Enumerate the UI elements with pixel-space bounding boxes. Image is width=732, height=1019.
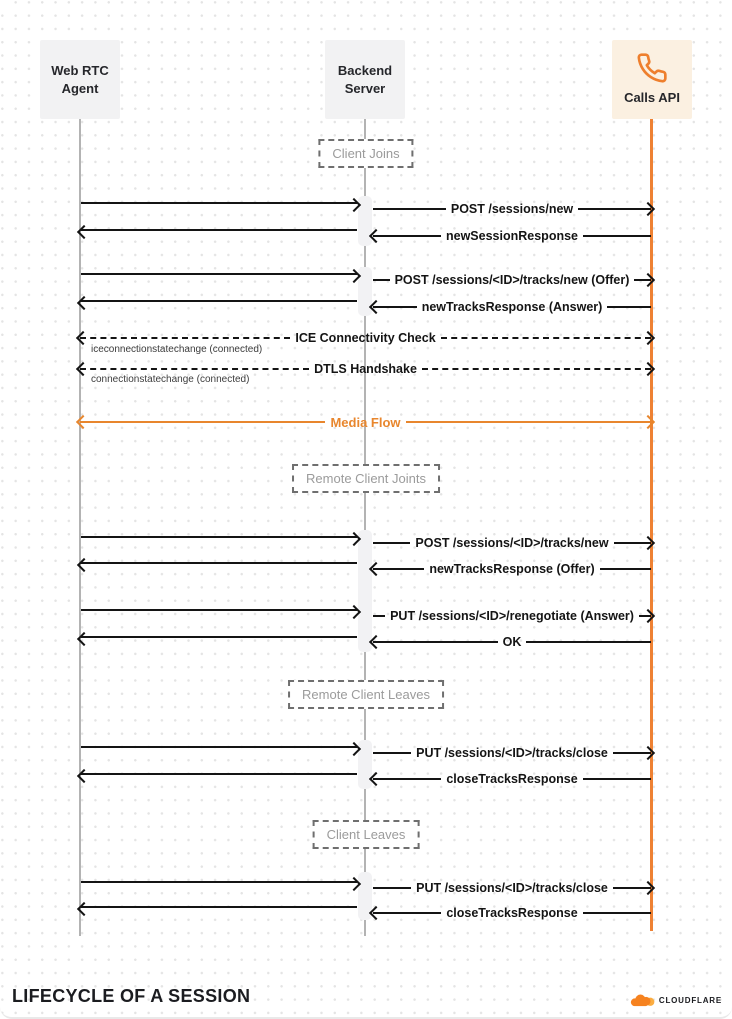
relay-arrow-left — [81, 906, 357, 908]
cloudflare-wordmark: CLOUDFLARE — [658, 996, 722, 1005]
message-label: closeTracksResponse — [446, 906, 578, 920]
message-label: PUT /sessions/<ID>/tracks/close — [416, 881, 608, 895]
message-label: POST /sessions/<ID>/tracks/new (Offer) — [394, 273, 630, 287]
event-note-iceconnectionstatechange: iceconnectionstatechange (connected) — [91, 344, 263, 355]
span-label: Media Flow — [330, 414, 401, 430]
step-label: Remote Client Joints — [306, 471, 426, 486]
step-client-leaves — [313, 820, 420, 849]
message-label: closeTracksResponse — [446, 772, 578, 786]
actor-label: Backend — [337, 62, 393, 78]
arrowhead-right-icon — [641, 881, 655, 895]
step-remote-client-joints — [292, 464, 440, 493]
message-put-tracks-close — [373, 744, 651, 762]
message-label: newTracksResponse (Offer) — [429, 562, 595, 576]
message-label: OK — [502, 635, 522, 649]
message-new-session-response — [373, 227, 651, 245]
message-new-tracks-response-answer — [373, 298, 651, 316]
relay-arrow-left — [81, 636, 357, 638]
arrowhead-right-icon — [641, 415, 655, 429]
relay-arrow-right — [81, 202, 357, 204]
relay-arrow-left — [81, 300, 357, 302]
arrowhead-right-icon — [641, 331, 655, 345]
message-label: newTracksResponse (Answer) — [421, 300, 603, 314]
relay-arrow-right — [81, 881, 357, 883]
relay-arrow-right — [81, 609, 357, 611]
message-ok — [373, 633, 651, 651]
message-post-tracks-new — [373, 534, 651, 552]
actor-label: Server — [344, 80, 386, 96]
arrowhead-right-icon — [641, 746, 655, 760]
actor-webrtc-agent — [40, 40, 120, 119]
message-post-tracks-new-offer — [373, 271, 651, 289]
actor-backend-server — [325, 40, 405, 119]
event-note-connectionstatechange: connectionstatechange (connected) — [91, 374, 250, 385]
relay-arrow-left — [81, 562, 357, 564]
message-put-tracks-close — [373, 879, 651, 897]
page-title: LIFECYCLE OF A SESSION — [12, 986, 251, 1006]
relay-arrow-right — [81, 273, 357, 275]
step-label: Remote Client Leaves — [302, 687, 430, 702]
arrowhead-right-icon — [641, 273, 655, 287]
arrowhead-right-icon — [641, 536, 655, 550]
message-close-tracks-response — [373, 770, 651, 788]
step-label: Client Leaves — [326, 827, 406, 842]
cloudflare-cloud-icon — [629, 993, 656, 1008]
arrowhead-right-icon — [641, 609, 655, 623]
phone-icon — [636, 52, 668, 84]
arrowhead-right-icon — [641, 362, 655, 376]
message-label: PUT /sessions/<ID>/renegotiate (Answer) — [390, 609, 634, 623]
step-client-joins — [318, 139, 413, 168]
activation-bar — [358, 530, 372, 652]
message-label: POST /sessions/new — [450, 202, 574, 216]
arrowhead-right-icon — [641, 202, 655, 216]
message-close-tracks-response — [373, 904, 651, 922]
message-post-sessions-new — [373, 200, 651, 218]
lifeline-webrtc-agent — [79, 119, 81, 936]
message-label: POST /sessions/<ID>/tracks/new — [415, 536, 609, 550]
relay-arrow-right — [81, 536, 357, 538]
span-media-flow — [80, 413, 651, 431]
span-label: ICE Connectivity Check — [295, 331, 436, 345]
message-put-renegotiate-answer — [373, 607, 651, 625]
message-new-tracks-response-offer — [373, 560, 651, 578]
step-label: Client Joins — [332, 146, 400, 161]
cloudflare-logo — [629, 993, 722, 1008]
actor-label: Calls API — [624, 90, 680, 106]
actor-calls-api — [612, 40, 692, 119]
message-label: PUT /sessions/<ID>/tracks/close — [416, 746, 608, 760]
actor-label: Agent — [61, 80, 99, 96]
step-remote-client-leaves — [288, 680, 444, 709]
message-label: newSessionResponse — [446, 229, 578, 243]
relay-arrow-right — [81, 746, 357, 748]
relay-arrow-left — [81, 229, 357, 231]
span-label: DTLS Handshake — [314, 362, 417, 376]
relay-arrow-left — [81, 773, 357, 775]
actor-label: Web RTC — [51, 62, 109, 78]
